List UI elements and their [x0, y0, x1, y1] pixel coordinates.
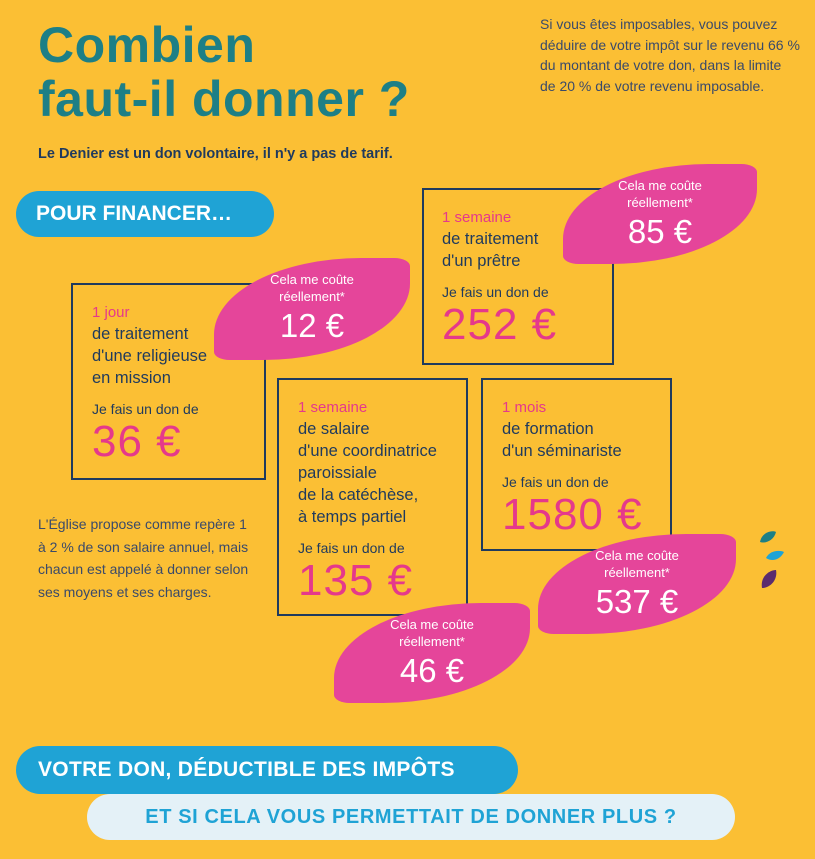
card-period: 1 mois [502, 399, 547, 416]
pour-financer-banner: POUR FINANCER… [16, 191, 274, 237]
card-seminariste [481, 378, 672, 551]
cost-label: réellement* [604, 565, 670, 580]
card-desc: d'un séminariste [502, 442, 622, 460]
card-desc: de salaire [298, 420, 370, 438]
real-cost-amount: 537 € [595, 583, 679, 620]
card-desc: de traitement [92, 325, 189, 343]
card-desc: à temps partiel [298, 508, 407, 526]
decorative-leaves-icon [752, 528, 792, 594]
card-desc: de la catéchèse, [298, 486, 419, 504]
guidance-note: L'Église propose comme repère 1 à 2 % de son salaire annuel, mais chacun est appelé à donner selon ses moyens et ses charges. [38, 516, 249, 600]
cost-leaf-seminariste [538, 534, 736, 634]
real-cost-amount: 46 € [399, 652, 465, 689]
page-title [38, 18, 410, 126]
donation-amount: 36 € [92, 417, 182, 466]
title-line-2: faut-il donner ? [38, 71, 410, 127]
donation-amount: 252 € [442, 300, 558, 349]
card-desc: paroissiale [298, 464, 377, 482]
card-desc: d'une coordinatrice [298, 442, 437, 460]
donation-amount: 1580 € [502, 490, 643, 539]
cost-leaf-coordinatrice [334, 603, 530, 703]
card-desc: d'une religieuse [92, 347, 208, 365]
give-label: Je fais un don de [442, 284, 549, 300]
card-desc: de formation [502, 420, 594, 438]
give-label: Je fais un don de [92, 401, 199, 417]
title-line-1: Combien [38, 17, 256, 73]
real-cost-amount: 85 € [627, 213, 693, 250]
deductible-banner: VOTRE DON, DÉDUCTIBLE DES IMPÔTS [16, 746, 518, 794]
cost-label: réellement* [627, 195, 693, 210]
cost-leaf-pretre [563, 164, 757, 264]
cost-label: Cela me coûte [270, 272, 354, 287]
subtitle: Le Denier est un don volontaire, il n'y a pas de tarif. [38, 146, 393, 162]
card-coordinatrice [277, 378, 468, 616]
cost-label: réellement* [399, 634, 465, 649]
card-period: 1 jour [92, 304, 130, 321]
cost-label: Cela me coûte [595, 548, 679, 563]
card-desc: en mission [92, 369, 171, 387]
real-cost-amount: 12 € [279, 307, 345, 344]
cost-leaf-religieuse [214, 258, 410, 360]
cost-label: Cela me coûte [618, 178, 702, 193]
card-desc: de traitement [442, 230, 539, 248]
give-more-banner: ET SI CELA VOUS PERMETTAIT DE DONNER PLUS ? [87, 794, 735, 840]
tax-deduction-note: Si vous êtes imposables, vous pouvez déduire de votre impôt sur le revenu 66 % du montant de votre don, dans la limite de 20 % de votre revenu imposable. [540, 16, 800, 94]
cost-label: Cela me coûte [390, 617, 474, 632]
card-desc: d'un prêtre [442, 252, 521, 270]
card-period: 1 semaine [298, 399, 368, 416]
donation-amount: 135 € [298, 556, 414, 605]
card-period: 1 semaine [442, 209, 512, 226]
cost-label: réellement* [279, 289, 345, 304]
give-label: Je fais un don de [502, 474, 609, 490]
give-label: Je fais un don de [298, 540, 405, 556]
